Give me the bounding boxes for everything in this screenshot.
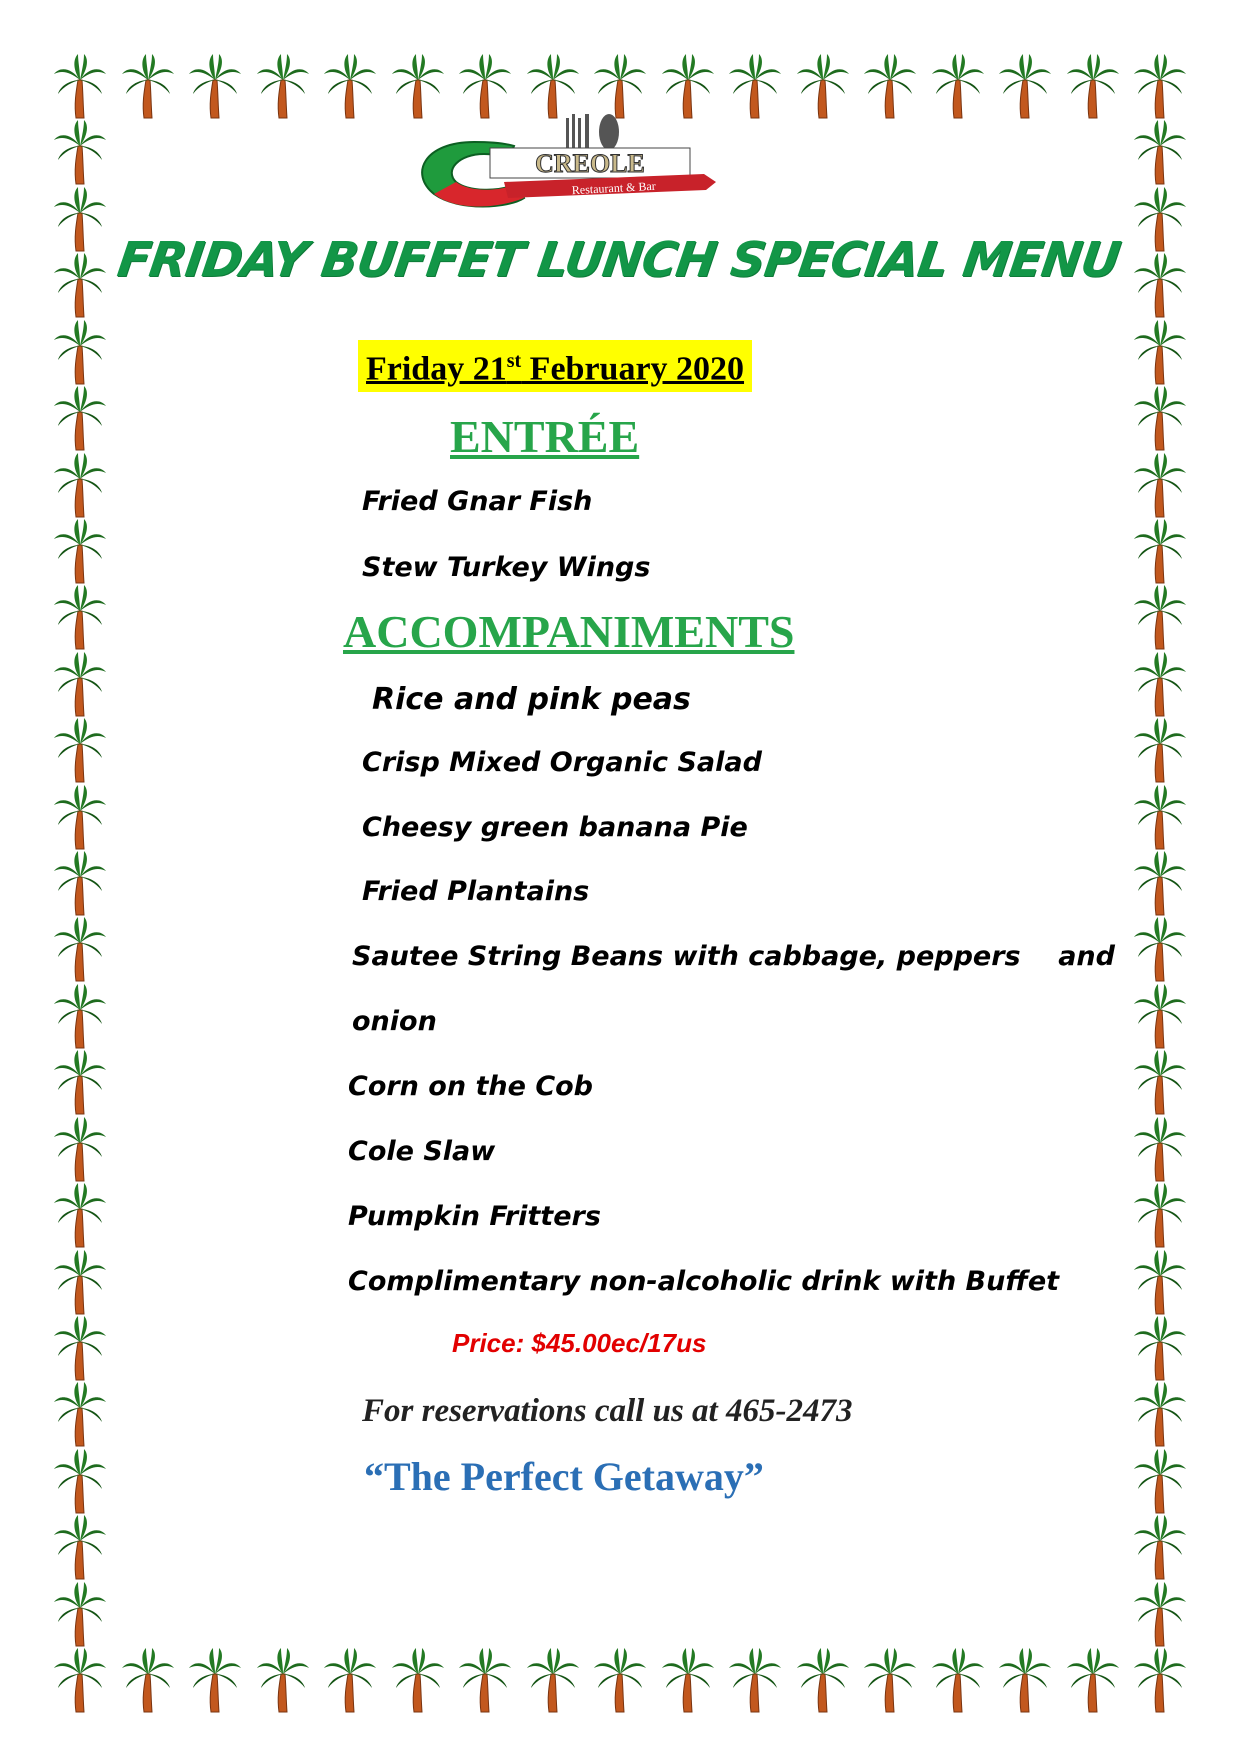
palm-tree-icon [1132, 1380, 1188, 1448]
palm-tree-icon [1132, 1048, 1188, 1116]
palm-tree-icon [52, 1580, 108, 1648]
palm-tree-icon [390, 52, 446, 120]
palm-tree-icon [52, 1248, 108, 1316]
accompaniment-item: Cheesy green banana Pie [362, 812, 748, 843]
palm-tree-icon [255, 1646, 311, 1714]
entree-heading: ENTRÉE [450, 411, 640, 462]
palm-tree-icon [52, 52, 108, 120]
accompaniment-item: Crisp Mixed Organic Salad [362, 747, 762, 778]
palm-tree-icon [52, 1646, 108, 1714]
palm-tree-icon [52, 1181, 108, 1249]
palm-tree-icon [1132, 982, 1188, 1050]
menu-date [358, 340, 752, 392]
date-suffix: February 2020 [521, 350, 745, 388]
palm-tree-icon [862, 1646, 918, 1714]
palm-tree-icon [1132, 583, 1188, 651]
palm-tree-icon [1132, 52, 1188, 120]
logo-name: CREOLE [535, 149, 645, 178]
accompaniment-item: Corn on the Cob [348, 1071, 594, 1102]
palm-tree-icon [1132, 1580, 1188, 1648]
palm-tree-icon [930, 52, 986, 120]
palm-tree-icon [52, 251, 108, 319]
palm-tree-icon [1132, 251, 1188, 319]
palm-tree-icon [1132, 517, 1188, 585]
palm-tree-icon [1132, 1646, 1188, 1714]
palm-tree-icon [52, 1115, 108, 1183]
palm-tree-icon [997, 52, 1053, 120]
palm-tree-icon [52, 1314, 108, 1382]
palm-tree-icon [52, 1380, 108, 1448]
accompaniment-item: Fried Plantains [362, 876, 590, 907]
entree-item: Stew Turkey Wings [362, 552, 651, 583]
palm-tree-icon [255, 52, 311, 120]
palm-tree-icon [1132, 650, 1188, 718]
creole-logo [404, 112, 756, 222]
palm-tree-icon [727, 1646, 783, 1714]
palm-tree-icon [52, 915, 108, 983]
palm-tree-icon [52, 583, 108, 651]
palm-tree-icon [52, 1447, 108, 1515]
palm-tree-icon [1132, 185, 1188, 253]
palm-tree-icon [1132, 1115, 1188, 1183]
palm-tree-icon [930, 1646, 986, 1714]
date-ordinal: st [506, 350, 522, 372]
palm-tree-icon [1132, 1314, 1188, 1382]
palm-tree-icon [795, 52, 851, 120]
palm-tree-icon [1132, 849, 1188, 917]
palm-tree-icon [52, 451, 108, 519]
palm-tree-icon [52, 185, 108, 253]
palm-tree-icon [120, 1646, 176, 1714]
palm-tree-icon [1132, 1447, 1188, 1515]
palm-tree-icon [525, 1646, 581, 1714]
accompaniment-item: Cole Slaw [348, 1136, 496, 1167]
palm-tree-icon [52, 716, 108, 784]
accompaniment-item: onion [352, 1006, 437, 1037]
menu-title: FRIDAY BUFFET LUNCH SPECIAL MENU [114, 232, 1123, 288]
logo-tagline: Restaurant & Bar [571, 178, 657, 198]
price-label: Price: $45.00ec/17us [452, 1328, 707, 1358]
accompaniment-item: Pumpkin Fritters [348, 1201, 601, 1232]
palm-tree-icon [1132, 384, 1188, 452]
accompaniment-item: Sautee String Beans with cabbage, peppers and [352, 941, 1115, 972]
palm-tree-icon [1132, 451, 1188, 519]
palm-tree-icon [1065, 1646, 1121, 1714]
palm-tree-icon [390, 1646, 446, 1714]
palm-tree-icon [52, 118, 108, 186]
palm-tree-icon [52, 783, 108, 851]
palm-tree-icon [592, 1646, 648, 1714]
palm-tree-icon [1132, 915, 1188, 983]
palm-tree-icon [660, 1646, 716, 1714]
palm-tree-icon [1132, 783, 1188, 851]
palm-tree-icon [52, 517, 108, 585]
palm-tree-icon [457, 52, 513, 120]
palm-tree-icon [525, 52, 581, 120]
palm-tree-icon [52, 1048, 108, 1116]
reservation-line: For reservations call us at 465-2473 [362, 1393, 853, 1429]
palm-tree-icon [1132, 1248, 1188, 1316]
palm-tree-icon [52, 318, 108, 386]
palm-tree-icon [52, 650, 108, 718]
palm-tree-icon [660, 52, 716, 120]
palm-tree-icon [1132, 1513, 1188, 1581]
palm-tree-icon [120, 52, 176, 120]
palm-tree-icon [1132, 318, 1188, 386]
palm-tree-icon [997, 1646, 1053, 1714]
palm-tree-icon [52, 849, 108, 917]
slogan: “The Perfect Getaway” [364, 1454, 764, 1499]
palm-tree-icon [727, 52, 783, 120]
palm-tree-icon [457, 1646, 513, 1714]
accompaniment-item: Complimentary non-alcoholic drink with Buffet [348, 1266, 1060, 1297]
palm-tree-icon [1132, 716, 1188, 784]
palm-tree-icon [1132, 118, 1188, 186]
palm-tree-icon [592, 52, 648, 120]
accompaniments-heading: ACCOMPANIMENTS [343, 606, 795, 657]
palm-tree-icon [862, 52, 918, 120]
palm-tree-icon [795, 1646, 851, 1714]
accompaniment-item: Rice and pink peas [372, 682, 691, 717]
palm-tree-icon [52, 1513, 108, 1581]
palm-tree-icon [187, 1646, 243, 1714]
palm-tree-icon [187, 52, 243, 120]
date-prefix: Friday 21 [366, 350, 507, 388]
palm-tree-icon [1065, 52, 1121, 120]
palm-tree-icon [52, 982, 108, 1050]
palm-tree-icon [322, 52, 378, 120]
entree-item: Fried Gnar Fish [362, 486, 593, 517]
palm-tree-icon [322, 1646, 378, 1714]
palm-tree-icon [52, 384, 108, 452]
palm-tree-icon [1132, 1181, 1188, 1249]
